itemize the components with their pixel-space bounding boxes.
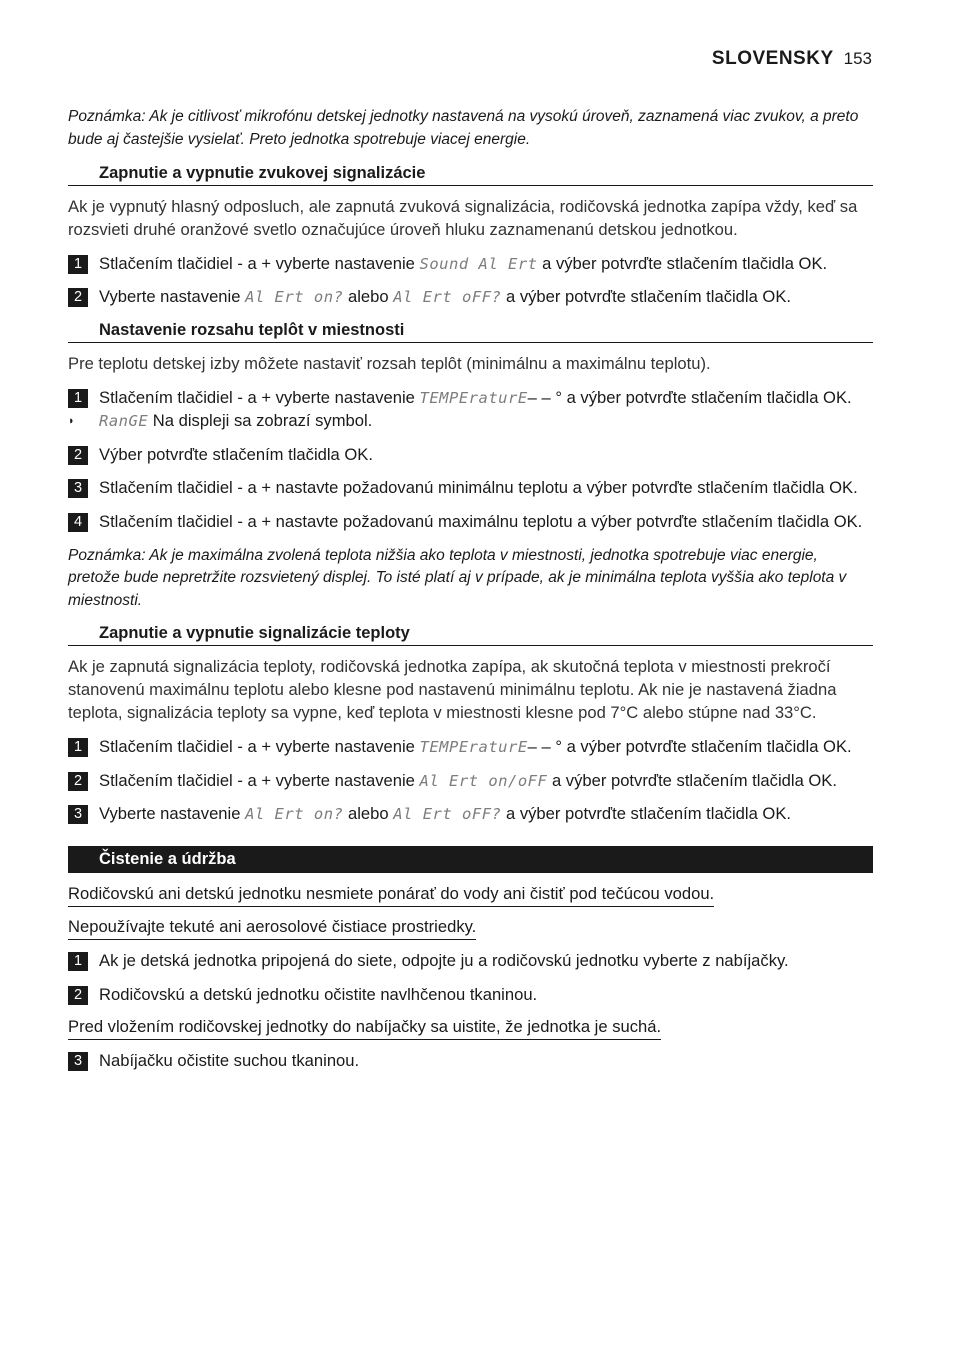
result-text: Na displeji sa zobrazí symbol.: [148, 410, 373, 430]
section-bar-cleaning: Čistenie a údržba: [68, 846, 873, 873]
step-text: Vyberte nastavenie: [99, 287, 246, 307]
lcd-display-text: Al Ert oFF?: [393, 288, 502, 307]
temperature-range-step-4: [68, 511, 873, 534]
step-text: Nabíjačku očistite suchou tkaninou.: [99, 1051, 360, 1071]
temperature-alert-description: Ak je zapnutá signalizácia teploty, rodičovská jednotka zapípa, ak skutočná teplota v miestnosti prekročí stanovenú maximálnu teplotu alebo klesne pod nastavenú minimálnu teplotu. Ak nie je nastavená žiadna teplota, signalizácia teploty sa vypne, keď teplota v miestnosti klesne pod 7°C alebo stúpne nad 33°C.: [68, 657, 837, 723]
step-text: alebo: [343, 287, 394, 307]
step-text: a výber potvrďte stlačením tlačidla OK.: [547, 770, 837, 790]
step-text: alebo: [343, 804, 394, 824]
lcd-display-text: Al Ert on/oFF: [419, 771, 548, 790]
step-number-badge: 2: [68, 446, 88, 465]
language-label: SLOVENSKY: [711, 48, 834, 69]
temperature-range-step-1: [68, 387, 873, 410]
step-text: a výber potvrďte stlačením tlačidla OK.: [501, 804, 792, 824]
step-number-badge: 3: [68, 805, 88, 824]
note-energy: Poznámka: Ak je maximálna zvolená teplota nižšia ako teplota v miestnosti, jednotka spotrebuje viac energie, pretože bude nepretržite rozsvietený displej. To isté platí aj v prípade, ak je minimálna teplota vyššia ako teplota v miestnosti.: [68, 546, 847, 609]
step-text: – – ° a výber potvrďte stlačením tlačidla OK.: [527, 387, 852, 407]
cleaning-step-2: [68, 984, 873, 1007]
step-text: Rodičovskú a detskú jednotku očistite navlhčenou tkaninou.: [99, 984, 538, 1004]
warning-row: [68, 883, 873, 907]
step-text: Stlačením tlačidiel - a + nastavte požadovanú minimálnu teplotu a výber potvrďte stlačením tlačidla OK.: [99, 478, 858, 498]
step-number-badge: 2: [68, 772, 88, 791]
step-text: Stlačením tlačidiel - a + vyberte nastavenie: [99, 387, 420, 407]
lcd-display-text: Al Ert on?: [245, 288, 344, 307]
step-number-badge: 1: [68, 255, 88, 274]
lcd-display-text: TEMPEraturE: [419, 737, 528, 756]
page-header: [712, 48, 872, 74]
step-number-badge: 2: [68, 288, 88, 307]
step-number-badge: 3: [68, 1052, 88, 1071]
sound-alert-step-1: [68, 253, 873, 276]
step-text: Výber potvrďte stlačením tlačidla OK.: [99, 444, 373, 464]
page-content: [68, 106, 873, 1073]
step-text: Stlačením tlačidiel - a + vyberte nastavenie: [99, 253, 420, 273]
section-title-temperature-alert: Zapnutie a vypnutie signalizácie teploty: [68, 622, 873, 646]
lcd-display-text: Al Ert oFF?: [393, 805, 502, 824]
step-text: Ak je detská jednotka pripojená do siete, odpojte ju a rodičovskú jednotku vyberte z nabíjačky.: [99, 950, 789, 970]
warning-row: [68, 1016, 873, 1040]
section-title-temperature-range: Nastavenie rozsahu teplôt v miestnosti: [68, 319, 873, 343]
page-number: 153: [843, 49, 872, 68]
result-arrow-icon: ◗: [68, 414, 75, 427]
step-number-badge: 4: [68, 513, 88, 532]
warning-no-water: Rodičovskú ani detskú jednotku nesmiete ponárať do vody ani čistiť pod tečúcou vodou.: [68, 883, 714, 907]
step-text: Stlačením tlačidiel - a + nastavte požadovanú maximálnu teplotu a výber potvrďte stlačením tlačidla OK.: [99, 512, 863, 532]
temperature-alert-step-3: [68, 803, 873, 826]
temperature-alert-step-1: [68, 736, 873, 759]
cleaning-step-3: [68, 1050, 873, 1073]
temperature-range-step-2: [68, 444, 873, 467]
step-text: a výber potvrďte stlačením tlačidla OK.: [501, 287, 792, 307]
warning-dry-unit: Pred vložením rodičovskej jednotky do nabíjačky sa uistite, že jednotka je suchá.: [68, 1016, 661, 1040]
note-microphone: Poznámka: Ak je citlivosť mikrofónu detskej jednotky nastavená na vysokú úroveň, zaznamená viac zvukov, a preto bude aj častejšie vysielať. Preto jednotka spotrebuje viacej energie.: [68, 108, 859, 148]
lcd-display-text: RanGE: [99, 411, 149, 430]
temperature-range-result: [68, 410, 873, 433]
step-number-badge: 1: [68, 738, 88, 757]
cleaning-step-1: [68, 950, 873, 973]
temperature-range-step-3: [68, 477, 873, 500]
step-number-badge: 2: [68, 986, 88, 1005]
temperature-alert-step-2: [68, 770, 873, 793]
step-number-badge: 1: [68, 389, 88, 408]
step-text: Stlačením tlačidiel - a + vyberte nastavenie: [99, 770, 420, 790]
step-text: a výber potvrďte stlačením tlačidla OK.: [537, 253, 828, 273]
warning-no-liquids: Nepoužívajte tekuté ani aerosolové čistiace prostriedky.: [68, 916, 476, 940]
sound-alert-description: Ak je vypnutý hlasný odposluch, ale zapnutá zvuková signalizácia, rodičovská jednotka zapípa vždy, keď sa rozsvieti druhé oranžové svetlo označujúce úroveň hluku zaznamenanú detskou jednotkou.: [68, 197, 858, 239]
step-text: Vyberte nastavenie: [99, 804, 246, 824]
step-text: Stlačením tlačidiel - a + vyberte nastavenie: [99, 736, 420, 756]
step-number-badge: 1: [68, 952, 88, 971]
lcd-display-text: Sound Al Ert: [419, 254, 538, 273]
temperature-range-description: Pre teplotu detskej izby môžete nastaviť rozsah teplôt (minimálnu a maximálnu teplotu).: [68, 354, 711, 374]
section-title-sound-alert: Zapnutie a vypnutie zvukovej signalizácie: [68, 162, 873, 186]
step-text: – – ° a výber potvrďte stlačením tlačidla OK.: [527, 736, 852, 756]
step-number-badge: 3: [68, 479, 88, 498]
sound-alert-step-2: [68, 286, 873, 309]
lcd-display-text: Al Ert on?: [245, 805, 344, 824]
lcd-display-text: TEMPEraturE: [419, 388, 528, 407]
warning-row: [68, 916, 873, 940]
